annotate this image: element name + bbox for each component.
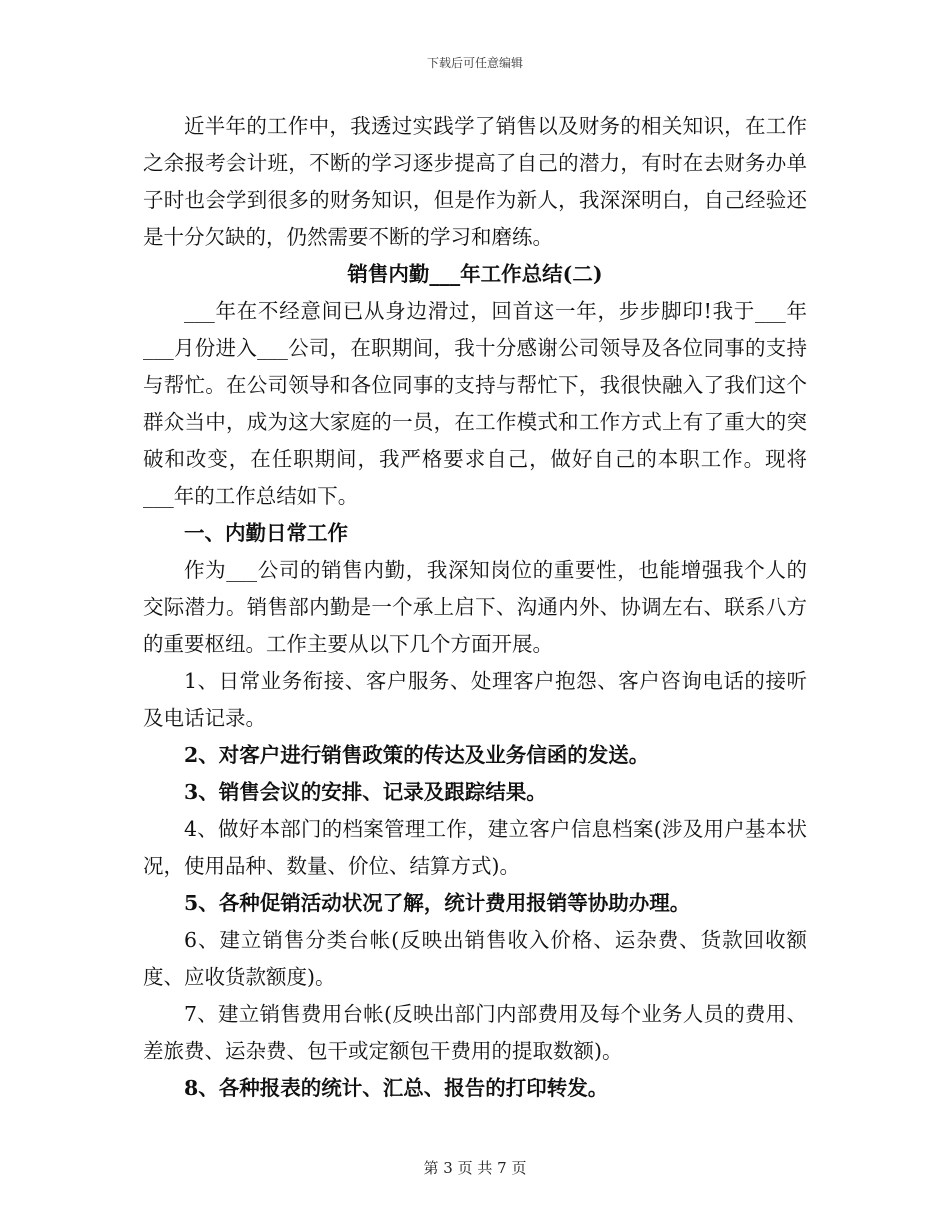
list-item-6: 6、建立销售分类台帐(反映出销售收入价格、运杂费、货款回收额度、应收货款额度)。 — [143, 928, 807, 989]
list-item-4: 4、做好本部门的档案管理工作，建立客户信息档案(涉及用户基本状况，使用品种、数量、价位、结算方式)。 — [143, 817, 807, 878]
document-body — [143, 108, 807, 1107]
section-title: 销售内勤___年工作总结(二) — [347, 262, 603, 286]
list-item-8: 8、各种报表的统计、汇总、报告的打印转发。 — [184, 1076, 609, 1100]
list-item-2: 2、对客户进行销售政策的传达及业务信函的发送。 — [184, 743, 650, 767]
header-note: 下载后可任意编辑 — [426, 56, 523, 70]
paragraph-role: 作为___公司的销售内勤，我深知岗位的重要性，也能增强我个人的交际潜力。销售部内勤是一个承上启下、沟通内外、协调左右、联系八方的重要枢纽。工作主要从以下几个方面开展。 — [143, 558, 807, 656]
paragraph-review: ___年在不经意间已从身边滑过，回首这一年，步步脚印!我于___年___月份进入___公司，在职期间，我十分感谢公司领导及各位同事的支持与帮忙。在公司领导和各位同事的支持与帮忙下，我很快融入了我们这个群众当中，成为这大家庭的一员，在工作模式和工作方式上有了重大的突破和改变，在任职期间，我严格要求自己，做好自己的本职工作。现将___年的工作总结如下。 — [143, 299, 807, 508]
list-item-1: 1、日常业务衔接、客户服务、处理客户抱怨、客户咨询电话的接听及电话记录。 — [143, 669, 807, 730]
list-item-3: 3、销售会议的安排、记录及跟踪结果。 — [184, 780, 547, 804]
page-number: 第 3 页 共 7 页 — [423, 1159, 527, 1177]
list-item-5: 5、各种促销活动状况了解，统计费用报销等协助办理。 — [184, 891, 691, 915]
paragraph-intro: 近半年的工作中，我透过实践学了销售以及财务的相关知识，在工作之余报考会计班，不断的学习逐步提高了自己的潜力，有时在去财务办单子时也会学到很多的财务知识，但是作为新人，我深深明白，自己经验还是十分欠缺的，仍然需要不断的学习和磨练。 — [143, 114, 807, 249]
section-heading-daily-work: 一、内勤日常工作 — [184, 521, 348, 545]
list-item-7: 7、建立销售费用台帐(反映出部门内部费用及每个业务人员的费用、差旅费、运杂费、包干或定额包干费用的提取数额)。 — [143, 1002, 807, 1063]
